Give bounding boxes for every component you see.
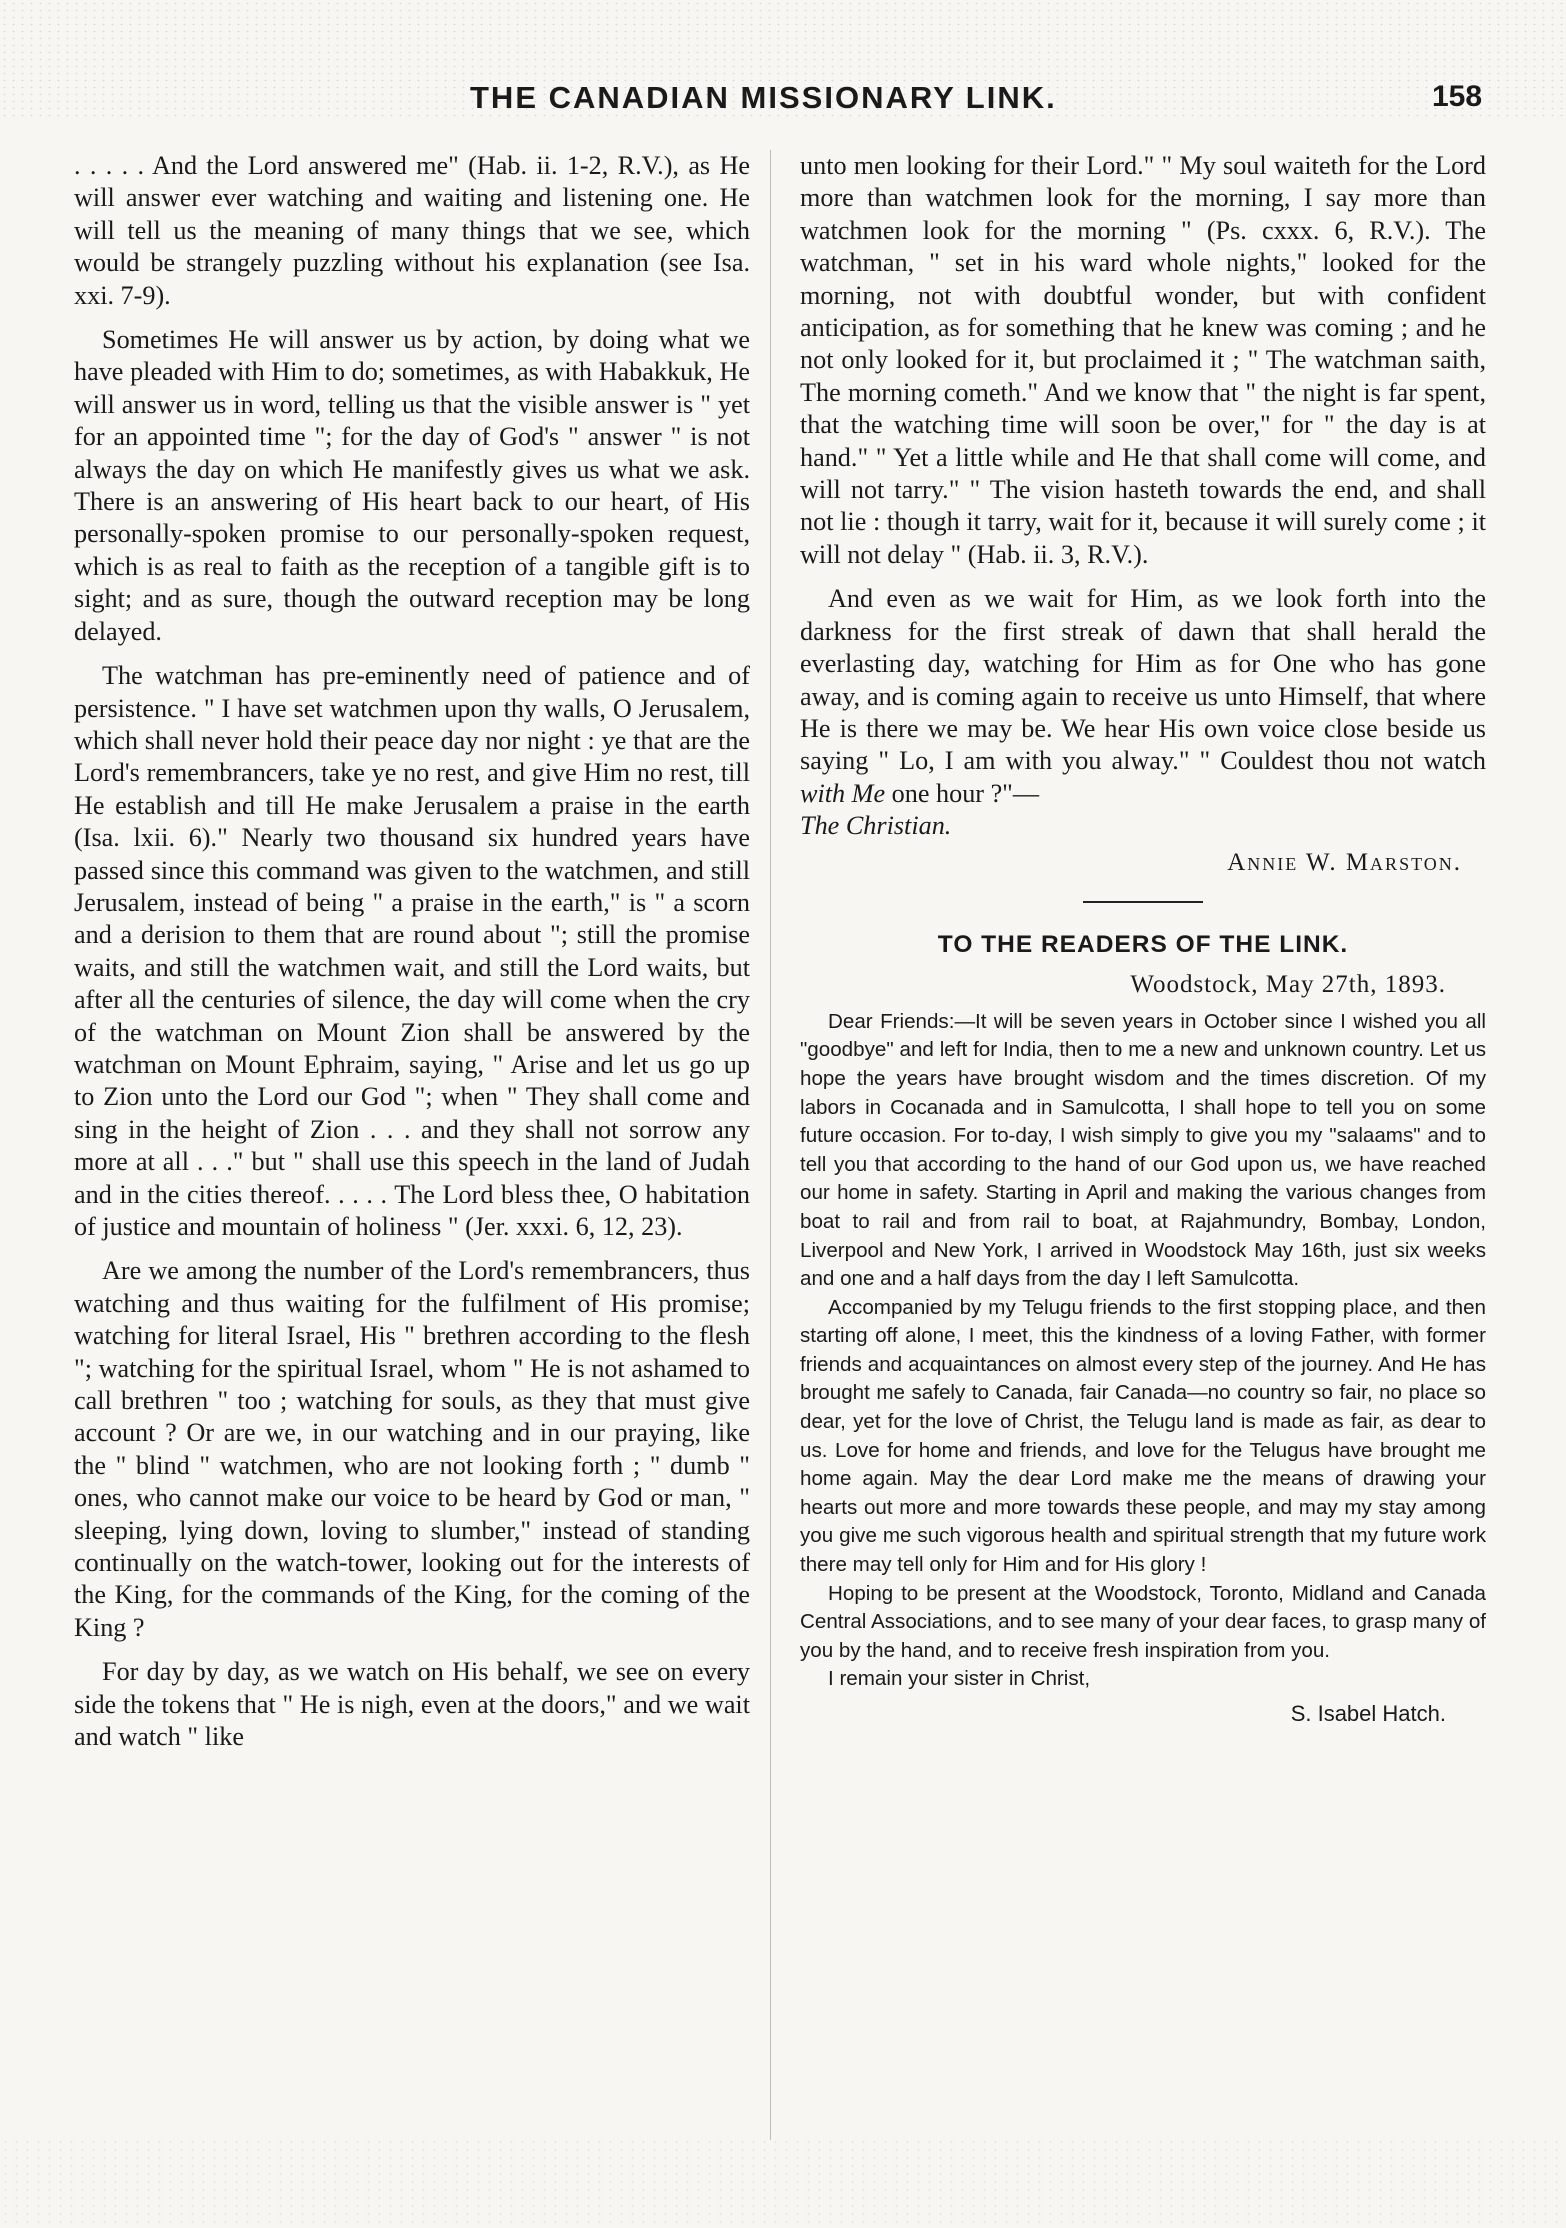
- paragraph: The watchman has pre-eminently need of patience and of persistence. " I have set watchmen upon thy walls, O Jerusalem, which shall never hold their peace day nor night : ye that are the Lord's remembrancers, take ye no rest, and give Him no rest, till He establish and till He make Jerusalem a praise in the earth (Isa. lxii. 6)." Nearly two thousand six hundred years have passed since this command was given to the watchmen, and still Jerusalem, instead of being " a praise in the earth," is " a scorn and a derision to them that are round about "; still the promise waits, and still the watchmen wait, and still the Lord waits, but after all the centuries of silence, the day will come when the cry of the watchman on Mount Zion shall be answered by the watchman on Mount Ephraim, saying, " Arise and let us go up to Zion unto the Lord our God "; when " They shall come and sing in the height of Zion . . . and they shall not sorrow any more at all . . ." but " shall use this speech in the land of Judah and in the cities thereof. . . . . The Lord bless thee, O habitation of justice and mountain of holiness " (Jer. xxxi. 6, 12, 23).: [74, 661, 750, 1241]
- left-column: [74, 150, 750, 1766]
- paragraph: Sometimes He will answer us by action, by doing what we have pleaded with Him to do; sometimes, as with Habakkuk, He will answer us in word, telling us that the visible answer is " yet for an appointed time "; for the day of God's " answer " is not always the day on which He manifestly gives us what we ask. There is an answering of His heart back to our heart, of His personally-spoken promise to our personally-spoken request, which is as real to faith as the reception of a tangible gift is to sight; and as sure, though the outward reception may be long delayed.: [74, 325, 750, 646]
- right-column: [800, 150, 1486, 1729]
- letter-paragraph: Dear Friends:—It will be seven years in October since I wished you all "goodbye" and left for India, then to me a new and unknown country. Let us hope the years have brought wisdom and the times discretion. Of my labors in Cocanada and in Samulcotta, I shall hope to tell you on some future occasion. For to-day, I wish simply to give you my "salaams" and to tell you that according to the hand of our God upon us, we have reached our home in safety. Starting in April and making the various changes from boat to rail and from rail to boat, at Rajahmundry, Bombay, London, Liverpool and New York, I arrived in Woodstock May 16th, just six weeks and one and a half days from the day I left Samulcotta.: [800, 1009, 1486, 1291]
- source-line: [800, 810, 1486, 842]
- paragraph: [800, 583, 1486, 810]
- letter-dateline: Woodstock, May 27th, 1893.: [1130, 971, 1446, 999]
- italic-text: with Me: [800, 778, 886, 808]
- column-divider: [770, 150, 771, 2140]
- letter-body: [800, 1008, 1486, 1729]
- paragraph-tail: one hour ?"—: [885, 778, 1040, 808]
- letter-signature: S. Isabel Hatch.: [1290, 1701, 1446, 1726]
- print-speckle-bottom: [0, 2138, 1566, 2228]
- source-credit: The Christian.: [800, 811, 952, 841]
- letter-title: TO THE READERS OF THE LINK.: [937, 930, 1349, 958]
- paragraph: unto men looking for their Lord." " My soul waiteth for the Lord more than watchmen look for the morning, I say more than watchmen look for the morning " (Ps. cxxx. 6, R.V.). The watchman, " set in his ward whole nights," looked for the morning, not with doubtful wonder, but with confident anticipation, as for something that he knew was coming ; and he not only looked for it, but proclaimed it ; " The watchman saith, The morning cometh." And we know that " the night is far spent, that the watching time will soon be over," for " the day is at hand." " Yet a little while and He that shall come will come, and will not tarry." " The vision hasteth towards the end, and shall not lie : though it tarry, wait for it, because it will surely come ; it will not delay " (Hab. ii. 3, R.V.).: [800, 151, 1486, 569]
- paragraph-text: And even as we wait for Him, as we look forth into the darkness for the first streak of dawn that shall herald the everlasting day, watching for Him as for One who has gone away, and is coming again to receive us unto Himself, that where He is there we may be. We hear His own voice close beside us saying " Lo, I am with you alway." " Couldest thou not watch: [800, 584, 1486, 776]
- section-divider: [1083, 901, 1203, 903]
- paragraph: . . . . . And the Lord answered me" (Hab. ii. 1-2, R.V.), as He will answer ever watching and waiting and listening one. He will tell us the meaning of many things that we see, which would be strangely puzzling without his explanation (see Isa. xxi. 7-9).: [74, 151, 750, 310]
- page-header: [0, 80, 1566, 124]
- letter-closing: I remain your sister in Christ,: [828, 1667, 1091, 1691]
- author-signature: Annie W. Marston.: [1227, 848, 1462, 876]
- letter-paragraph: Accompanied by my Telugu friends to the first stopping place, and then starting off alone, I meet, this the kindness of a loving Father, with former friends and acquaintances on almost every step of the journey. And He has brought me safely to Canada, fair Canada—no country so fair, no place so dear, yet for the love of Christ, the Telugu land is made as fair, as dear to us. Love for home and friends, and love for the Telugus have brought me home again. May the dear Lord make me the means of drawing your hearts out more and more towards these people, and may my stay among you give me such vigorous health and spiritual strength that my future work there may tell only for Him and for His glory !: [800, 1295, 1486, 1577]
- paragraph: For day by day, as we watch on His behalf, we see on every side the tokens that " He is nigh, even at the doors," and we wait and watch " like: [74, 1657, 750, 1752]
- page-number: 158: [1432, 80, 1483, 113]
- publication-title: THE CANADIAN MISSIONARY LINK.: [470, 80, 1057, 115]
- letter-paragraph: Hoping to be present at the Woodstock, Toronto, Midland and Canada Central Associations, and to see many of your dear faces, to grasp many of you by the hand, and to receive fresh inspiration from you.: [800, 1581, 1486, 1662]
- paragraph: Are we among the number of the Lord's remembrancers, thus watching and thus waiting for the fulfilment of His promise; watching for literal Israel, His " brethren according to the flesh "; watching for the spiritual Israel, whom " He is not ashamed to call brethren " too ; watching for souls, as they that must give account ? Or are we, in our watching and in our praying, like the " blind " watchmen, who are not looking forth ; " dumb " ones, who cannot make our voice to be heard by God or man, " sleeping, lying down, loving to slumber," instead of standing continually on the watch-tower, looking out for the interests of the King, for the commands of the King, for the coming of the King ?: [74, 1256, 750, 1642]
